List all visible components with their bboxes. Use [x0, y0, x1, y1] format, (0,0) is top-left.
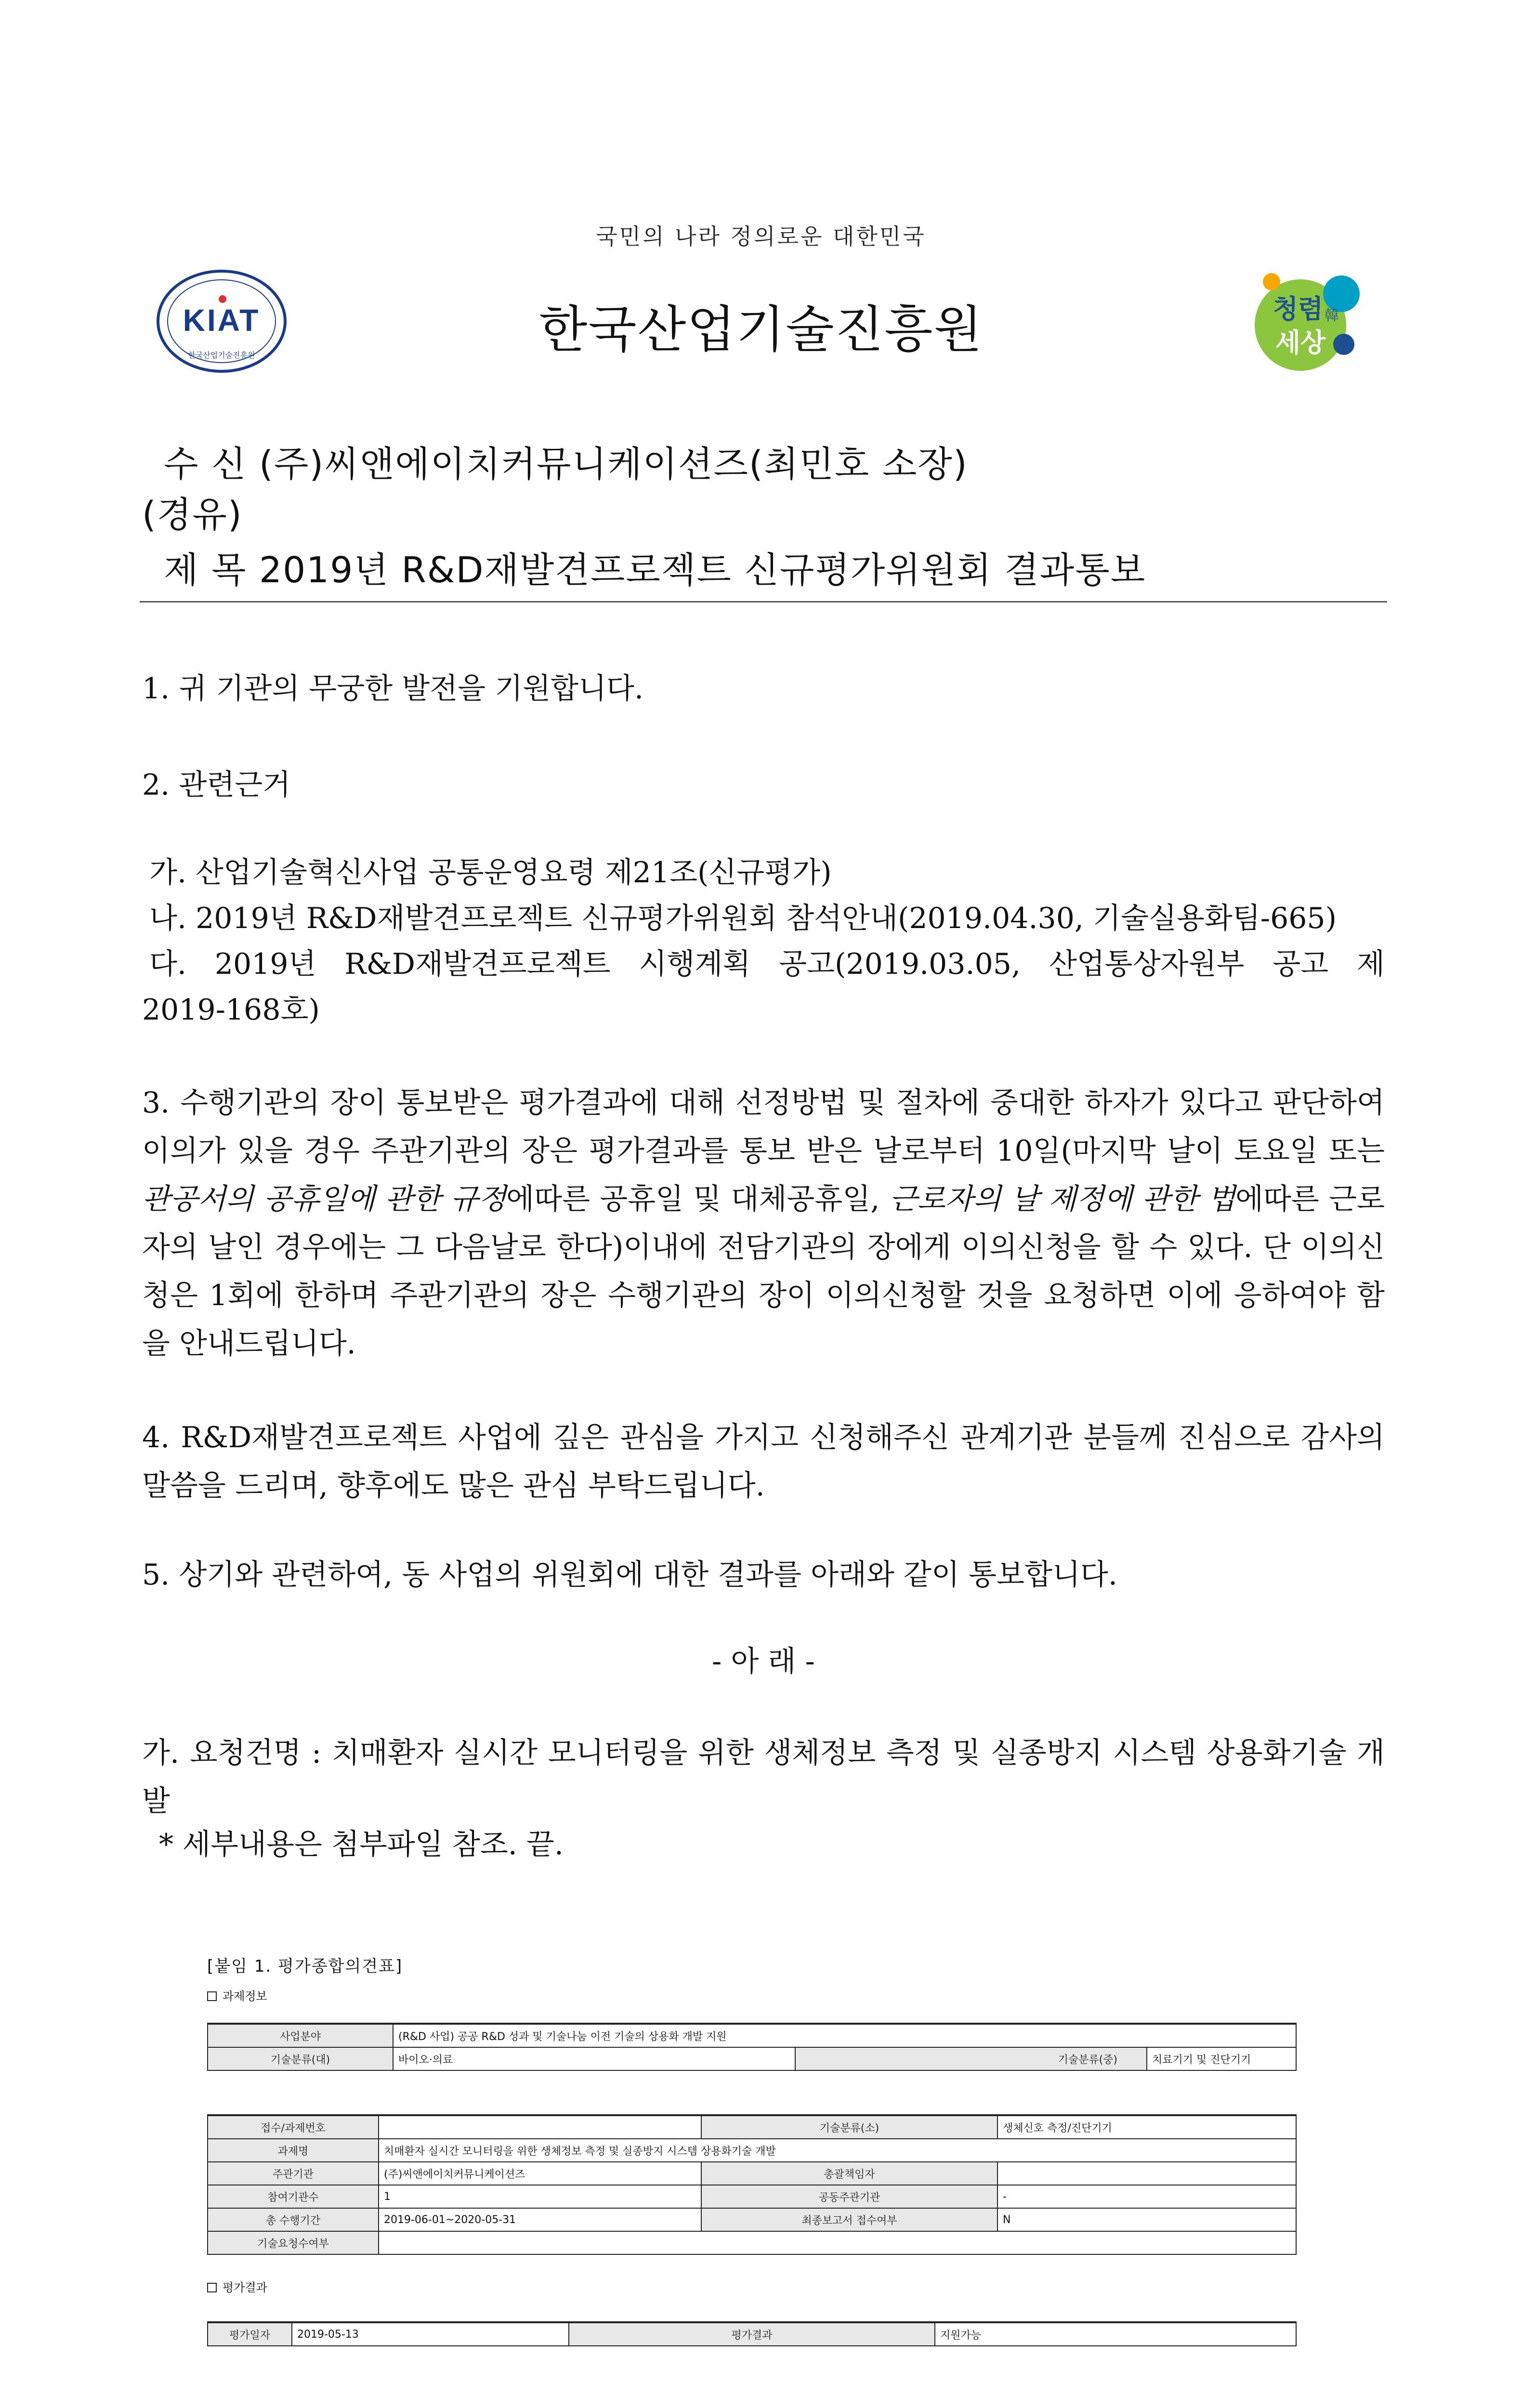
header-divider [140, 601, 1387, 602]
attachment-note: * 세부내용은 첨부파일 참조. 끝. [159, 1828, 564, 1861]
basis-heading: 2. 관련근거 [142, 768, 291, 802]
value-tech-request [379, 2231, 1296, 2254]
subject-line: 제 목 2019년 R&D재발견프로젝트 신규평가위원회 결과통보 [164, 550, 1146, 591]
objection-text-b: 에따른 공휴일 및 대체공휴일, [506, 1182, 890, 1216]
below-marker: - 아 래 - [712, 1645, 815, 1678]
value-evaluation-date: 2019-05-13 [292, 2322, 569, 2346]
checkbox-icon [207, 1991, 217, 2001]
law-name-labor-day: 근로자의 날 제정에 관한 법 [889, 1182, 1235, 1216]
label-tech-class-small: 기술분류(소) [701, 2115, 997, 2139]
svg-text:韓: 韓 [1325, 307, 1339, 324]
section-project-info-label: 과제정보 [223, 1989, 267, 2003]
paragraph-2 [142, 761, 1385, 809]
value-evaluation-result: 지원가능 [935, 2322, 1296, 2346]
organization-name: 한국산업기술진흥원 [538, 300, 984, 359]
label-tech-class-medium: 기술분류(중) [795, 2047, 1147, 2070]
paragraph-4 [142, 1413, 1385, 1510]
recipient-line: 수 신 (주)씨앤에이치커뮤니케이션즈(최민호 소장) [164, 444, 968, 485]
reference-da-line2: 2019-168호) [142, 993, 320, 1027]
below-heading [142, 1637, 1385, 1686]
label-project-number: 접수/과제번호 [208, 2115, 379, 2139]
label-tech-request: 기술요청수여부 [208, 2231, 379, 2254]
greeting: 1. 귀 기관의 무궁한 발전을 기원합니다. [142, 672, 644, 706]
value-co-lead-org: - [997, 2185, 1296, 2208]
section-evaluation-result [207, 2278, 267, 2295]
value-tech-class-large: 바이오·의료 [393, 2047, 795, 2070]
value-tech-class-medium: 치료기기 및 진단기기 [1147, 2047, 1296, 2070]
business-field-table [207, 2023, 1297, 2071]
request-item [142, 1729, 1385, 1825]
paragraph-5 [142, 1551, 1385, 1599]
value-final-report: N [997, 2208, 1296, 2231]
reference-na: 나. 2019년 R&D재발견프로젝트 신규평가위원회 참석안내(2019.04.30, 기술실용화팀-665) [149, 902, 1337, 935]
label-business-field: 사업분야 [208, 2024, 393, 2047]
label-evaluation-result: 평가결과 [569, 2322, 935, 2346]
svg-text:한국산업기술진흥원: 한국산업기술진흥원 [188, 351, 255, 360]
via-line: (경유) [142, 494, 243, 536]
value-lead-org: (주)씨앤에이치커뮤니케이션즈 [379, 2162, 701, 2185]
evaluation-result-table [207, 2321, 1297, 2346]
attachment-title: [붙임 1. 평가종합의견표] [207, 1957, 403, 1976]
reference-da: 다. 2019년 R&D재발견프로젝트 시행계획 공고(2019.03.05, 산업통상자원부 공고 제 [149, 947, 1385, 981]
svg-text:KIAT: KIAT [183, 303, 261, 338]
notice-text: 5. 상기와 관련하여, 동 사업의 위원회에 대한 결과를 아래와 같이 통보합니다. [142, 1558, 1117, 1592]
paragraph-3 [142, 1079, 1385, 1368]
checkbox-icon [207, 2283, 217, 2292]
value-project-number [379, 2115, 701, 2139]
project-info-table [207, 2114, 1297, 2255]
label-tech-class-large: 기술분류(대) [208, 2047, 393, 2070]
label-final-report: 최종보고서 접수여부 [701, 2208, 997, 2231]
label-principal-investigator: 총괄책임자 [701, 2162, 997, 2185]
svg-text:청렴: 청렴 [1273, 294, 1324, 324]
slogan: 국민의 나라 정의로운 대한민국 [596, 223, 926, 249]
section-project-info [207, 1987, 267, 2003]
integrity-world-logo [1243, 260, 1368, 385]
thanks-text: 4. R&D재발견프로젝트 사업에 깊은 관심을 가지고 신청해주신 관계기관 분들께 진심으로 감사의 말씀을 드리며, 향후에도 많은 관심 부탁드립니다. [142, 1421, 1385, 1503]
section-evaluation-result-label: 평가결과 [223, 2281, 267, 2294]
paragraph-1 [142, 665, 1385, 713]
value-total-period: 2019-06-01~2020-05-31 [379, 2208, 701, 2231]
label-total-period: 총 수행기간 [208, 2208, 379, 2231]
label-project-title: 과제명 [208, 2139, 379, 2162]
value-business-field: (R&D 사업) 공공 R&D 성과 및 기술나눔 이전 기술의 상용화 개발 지원 [393, 2024, 1296, 2047]
value-participant-count: 1 [379, 2185, 701, 2208]
label-lead-org: 주관기관 [208, 2162, 379, 2185]
law-name-holidays: 관공서의 공휴일에 관한 규정 [142, 1182, 507, 1216]
value-principal-investigator [997, 2162, 1296, 2185]
closing-note [159, 1820, 1402, 1869]
label-participant-count: 참여기관수 [208, 2185, 379, 2208]
label-evaluation-date: 평가일자 [208, 2322, 292, 2346]
svg-text:세상: 세상 [1275, 327, 1326, 358]
request-title: 가. 요청건명 : 치매환자 실시간 모니터링을 위한 생체정보 측정 및 실종방지 시스템 상용화기술 개발 [142, 1736, 1385, 1818]
reference-ga: 가. 산업기술혁신사업 공통운영요령 제21조(신규평가) [149, 856, 832, 890]
objection-text-a: 3. 수행기관의 장이 통보받은 평가결과에 대해 선정방법 및 절차에 중대한 하자가 있다고 판단하여 이의가 있을 경우 주관기관의 장은 평가결과를 통보 받은 날로부터 10일(마지막 날이 토요일 또는 [142, 1086, 1385, 1168]
value-tech-class-small: 생체신호 측정/진단기기 [997, 2115, 1296, 2139]
reference-da-continued [142, 987, 1385, 1033]
value-project-title: 치매환자 실시간 모니터링을 위한 생체정보 측정 및 실종방지 시스템 상용화기술 개발 [379, 2139, 1296, 2162]
objection-text-c: 에따른 근로자의 날인 경우에는 그 다음날로 한다)이내에 전담기관의 장에게 이의신청을 할 수 있다. 단 이의신청은 1회에 한하며 주관기관의 장은 수행기관의 장이 이의신청할 것을 요청하면 이에 응하여야 함을 안내드립니다. [142, 1182, 1385, 1361]
reference-list [149, 850, 1385, 987]
label-co-lead-org: 공동주관기관 [701, 2185, 997, 2208]
